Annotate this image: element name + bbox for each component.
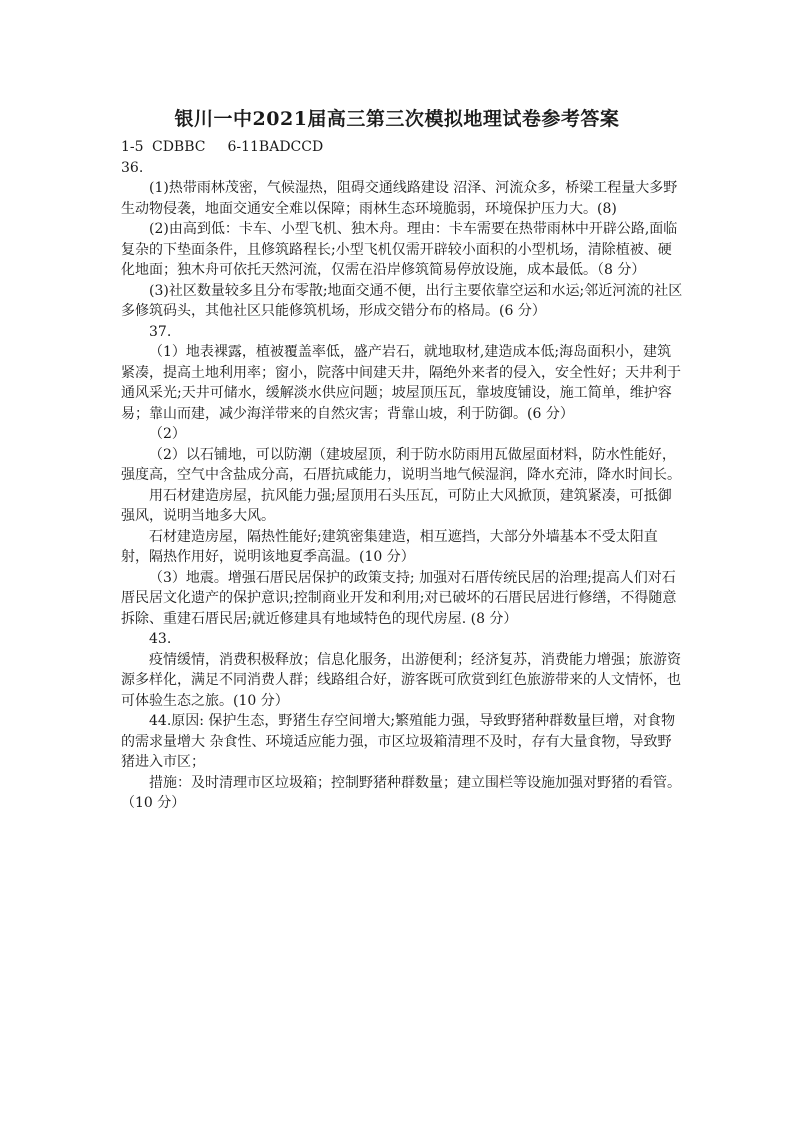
mcq-answers-part2: 6-11BADCCD	[227, 139, 324, 155]
question-37-part3: （3）地震。增强石厝民居保护的政策支持; 加强对石厝传统民居的治理;提高人们对石厝民居文化遗产的保护意识;控制商业开发和利用;对已破坏的石厝民居进行修缮，不得随意拆除、重建石厝民居;就近修建具有地域特色的现代房屋. (8 分）	[121, 569, 677, 627]
question-36-part2: (2)由高到低：卡车、小型飞机、独木舟。理由：卡车需要在热带雨林中开辟公路,面临复杂的下垫面条件，且修筑路程长;小型飞机仅需开辟较小面积的小型机场，清除植被、硬化地面；独木舟可依托天然河流，仅需在沿岸修筑简易停放设施，成本最低。（8 分）	[121, 221, 678, 278]
question-37-part2-heat: 石材建造房屋，隔热性能好;建筑密集建造，相互遮挡，大部分外墙基本不受太阳直射，隔热作用好，说明该地夏季高温。(10 分）	[121, 528, 658, 565]
mcq-answers	[121, 137, 683, 158]
question-37-part2-label: （2）	[149, 426, 186, 442]
page-title: 银川一中2021届高三第三次模拟地理试卷参考答案	[174, 108, 620, 130]
question-37-part2: （2）以石铺地，可以防潮（建坡屋顶，利于防水防雨用瓦做屋面材料，防水性能好，强度高，空气中含盐成分高，石厝抗咸能力，说明当地气候湿润，降水充沛，降水时间长。	[121, 446, 681, 483]
question-43-number: 43.	[149, 631, 172, 647]
question-37-part1: （1）地表裸露，植被覆盖率低，盛产岩石，就地取材,建造成本低;海岛面积小，建筑紧凑，提高土地利用率；窗小，院落中间建天井，隔绝外来者的侵入，安全性好；天井利于通风采光;天井可储水，缓解淡水供应问题；坡屋顶压瓦，靠坡度铺设，施工简单，维护容易；靠山而建，减少海洋带来的自然灾害；背靠山坡，利于防御。(6 分）	[121, 344, 681, 422]
question-43-answer: 疫情缓情，消费积极释放；信息化服务，出游便利；经济复苏，消费能力增强；旅游资源多样化，满足不同消费人群；线路组合好，游客既可欣赏到红色旅游带来的人文情怀，也可体验生态之旅。(10 分）	[121, 651, 681, 709]
answer-content	[121, 137, 683, 814]
mcq-answers-part1: 1-5 CDBBC	[121, 139, 206, 155]
question-36-part3: (3)社区数量较多且分布零散;地面交通不便，出行主要依靠空运和水运;邻近河流的社区多修筑码头，其他社区只能修筑机场，形成交错分布的格局。(6 分）	[121, 282, 683, 319]
question-44-reasons: 44.原因: 保护生态，野猪生存空间增大;繁殖能力强，导致野猪种群数量巨增，对食物的需求量增大 杂食性、环境适应能力强，市区垃圾箱清理不及时，存有大量食物，导致野猪进入市区；	[121, 713, 676, 770]
question-36-part1: (1)热带雨林茂密，气候湿热，阻碍交通线路建设 沼泽、河流众多，桥梁工程量大多野生动物侵袭，地面交通安全难以保障；雨林生态环境脆弱，环境保护压力大。(8)	[121, 180, 678, 217]
question-44-measures: 措施：及时清理市区垃圾箱；控制野猪种群数量；建立围栏等设施加强对野猪的看管。（10 分）	[121, 774, 681, 811]
question-36-number: 36.	[121, 159, 144, 176]
question-37-part2-wind: 用石材建造房屋，抗风能力强;屋顶用石头压瓦，可防止大风掀顶，建筑紧凑，可抵御强风，说明当地多大风。	[121, 487, 672, 524]
question-37-number: 37.	[149, 323, 172, 340]
